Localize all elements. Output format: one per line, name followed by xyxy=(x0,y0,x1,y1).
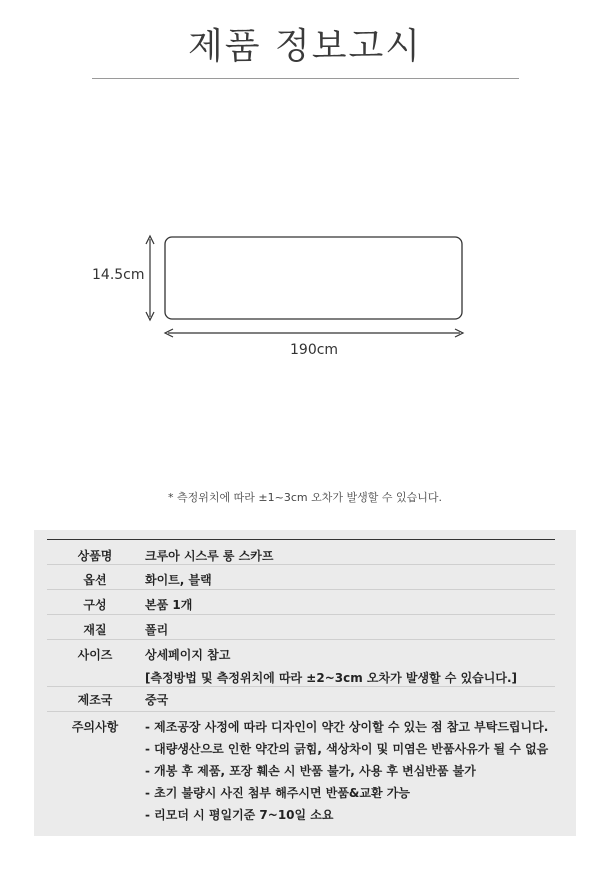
row-label: 구성 xyxy=(83,598,107,612)
width-label: 190cm xyxy=(290,342,339,358)
table-row xyxy=(47,565,555,590)
height-arrow xyxy=(146,236,154,320)
row-value: 본품 1개 xyxy=(145,598,193,612)
size-line: 상세페이지 참고 xyxy=(145,648,231,662)
notice-line: - 제조공장 사정에 따라 디자인이 약간 상이할 수 있는 점 참고 부탁드립니다. xyxy=(145,720,549,734)
width-arrow xyxy=(165,329,463,337)
height-label: 14.5cm xyxy=(92,267,145,283)
table-row xyxy=(47,640,555,687)
notice-line: - 리모더 시 평일기준 7~10일 소요 xyxy=(145,808,334,822)
row-label: 제조국 xyxy=(77,693,113,707)
row-value: 폴리 xyxy=(145,623,169,637)
table-row xyxy=(47,615,555,640)
notice-line: - 대량생산으로 인한 약간의 긁힘, 색상차이 및 미염은 반품사유가 될 수 없음 xyxy=(145,742,549,756)
table-row xyxy=(47,687,555,712)
page-title: 제품 정보고시 xyxy=(187,26,423,67)
row-value: 화이트, 블랙 xyxy=(145,573,212,587)
table-row xyxy=(47,590,555,615)
row-value xyxy=(143,646,555,686)
notice-line: - 개봉 후 제품, 포장 훼손 시 반품 불가, 사용 후 변심반품 불가 xyxy=(145,764,476,778)
row-value: 크루아 시스루 롱 스카프 xyxy=(145,549,274,563)
row-label: 주의사항 xyxy=(71,720,119,734)
spec-table xyxy=(47,539,555,828)
row-label: 상품명 xyxy=(77,549,113,563)
row-label: 사이즈 xyxy=(77,648,113,662)
size-line: [측정방법 및 측정위치에 따라 ±2~3cm 오차가 발생할 수 있습니다.] xyxy=(145,671,517,685)
row-value: 중국 xyxy=(145,693,169,707)
table-row xyxy=(47,540,555,565)
row-label: 재질 xyxy=(83,623,107,637)
notice-line: - 초기 불량시 사진 첨부 해주시면 반품&교환 가능 xyxy=(145,786,410,800)
scarf-outline xyxy=(165,237,462,319)
row-value xyxy=(143,718,555,828)
row-label: 옵션 xyxy=(83,573,107,587)
measurement-note: * 측정위치에 따라 ±1~3cm 오차가 발생할 수 있습니다. xyxy=(168,491,442,504)
table-row xyxy=(47,712,555,828)
